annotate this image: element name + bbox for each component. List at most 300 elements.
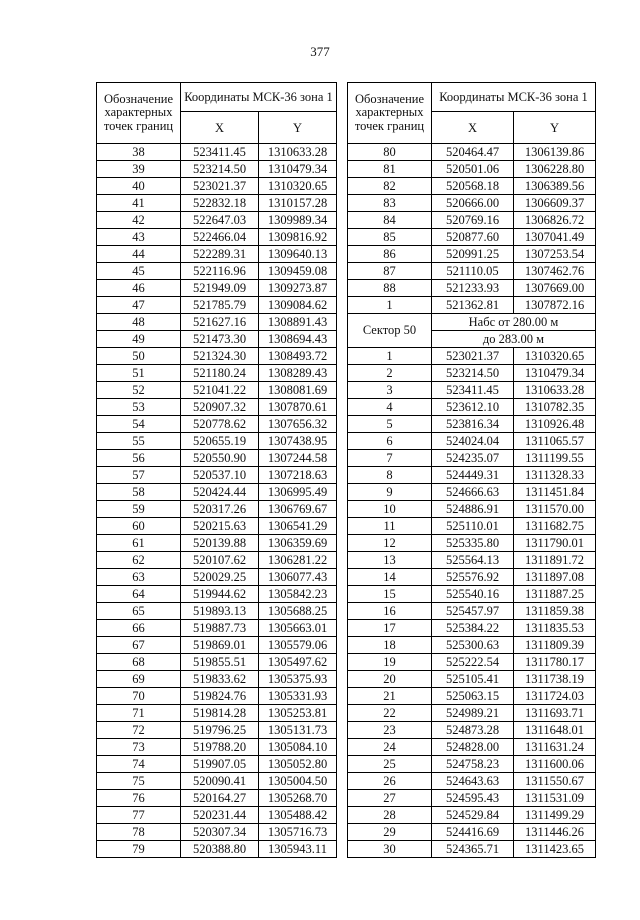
point-number-cell: 76 (97, 790, 181, 807)
x-coordinate-cell: 519887.73 (181, 620, 259, 637)
x-coordinate-cell: 524024.04 (432, 433, 514, 450)
x-coordinate-cell: 520231.44 (181, 807, 259, 824)
sector-height-note: до 283.00 м (432, 331, 596, 348)
point-number-cell: 58 (97, 484, 181, 501)
point-number-cell: 53 (97, 399, 181, 416)
table-row (348, 739, 596, 756)
point-number-cell: 23 (348, 722, 432, 739)
sector-block (348, 314, 596, 348)
x-coordinate-cell: 521110.05 (432, 263, 514, 280)
y-coordinate-cell: 1311738.19 (514, 671, 596, 688)
table-row (348, 484, 596, 501)
table-row (348, 773, 596, 790)
point-number-cell: 40 (97, 178, 181, 195)
x-coordinate-cell: 524595.43 (432, 790, 514, 807)
point-number-cell: 51 (97, 365, 181, 382)
x-coordinate-cell: 521233.93 (432, 280, 514, 297)
y-coordinate-cell: 1311199.55 (514, 450, 596, 467)
x-coordinate-cell: 520090.41 (181, 773, 259, 790)
x-coordinate-cell: 524873.28 (432, 722, 514, 739)
table-row (97, 739, 337, 756)
y-coordinate-cell: 1307656.32 (259, 416, 337, 433)
x-coordinate-cell: 523411.45 (181, 144, 259, 161)
point-number-cell: 39 (97, 161, 181, 178)
x-coordinate-cell: 522647.03 (181, 212, 259, 229)
point-number-cell: 15 (348, 586, 432, 603)
table-left-header (97, 83, 337, 144)
x-coordinate-cell: 522832.18 (181, 195, 259, 212)
y-coordinate-cell: 1311897.08 (514, 569, 596, 586)
y-coordinate-cell: 1305497.62 (259, 654, 337, 671)
x-coordinate-cell: 519907.05 (181, 756, 259, 773)
point-number-cell: 7 (348, 450, 432, 467)
y-coordinate-cell: 1311790.01 (514, 535, 596, 552)
table-row (348, 603, 596, 620)
point-number-cell: 63 (97, 569, 181, 586)
point-number-cell: 38 (97, 144, 181, 161)
table-row (97, 773, 337, 790)
x-column-header: X (432, 112, 514, 144)
x-coordinate-cell: 524235.07 (432, 450, 514, 467)
x-coordinate-cell: 524529.84 (432, 807, 514, 824)
y-coordinate-cell: 1306609.37 (514, 195, 596, 212)
y-coordinate-cell: 1307870.61 (259, 399, 337, 416)
table-row (348, 178, 596, 195)
x-coordinate-cell: 523214.50 (181, 161, 259, 178)
table-row (97, 331, 337, 348)
point-number-cell: 44 (97, 246, 181, 263)
point-number-cell: 61 (97, 535, 181, 552)
y-coordinate-cell: 1308694.43 (259, 331, 337, 348)
table-row (97, 263, 337, 280)
table-row (97, 399, 337, 416)
table-row (348, 433, 596, 450)
y-coordinate-cell: 1307253.54 (514, 246, 596, 263)
table-row (97, 722, 337, 739)
point-number-cell: 19 (348, 654, 432, 671)
table-row (348, 450, 596, 467)
point-number-cell: 41 (97, 195, 181, 212)
point-number-cell: 13 (348, 552, 432, 569)
point-number-cell: 45 (97, 263, 181, 280)
coord-system-header: Координаты МСК-36 зона 1 (181, 83, 337, 112)
x-coordinate-cell: 525110.01 (432, 518, 514, 535)
y-coordinate-cell: 1311570.00 (514, 501, 596, 518)
point-number-cell: 9 (348, 484, 432, 501)
x-coordinate-cell: 522289.31 (181, 246, 259, 263)
y-coordinate-cell: 1305375.93 (259, 671, 337, 688)
y-column-header: Y (514, 112, 596, 144)
x-coordinate-cell: 519833.62 (181, 671, 259, 688)
point-number-cell: 60 (97, 518, 181, 535)
point-column-header: Обозначение характерных точек границ (97, 83, 181, 144)
x-coordinate-cell: 524416.69 (432, 824, 514, 841)
table-row (97, 824, 337, 841)
table-row (348, 382, 596, 399)
x-coordinate-cell: 520769.16 (432, 212, 514, 229)
table-row (348, 161, 596, 178)
table-row (348, 195, 596, 212)
y-coordinate-cell: 1305131.73 (259, 722, 337, 739)
point-number-cell: 70 (97, 688, 181, 705)
table-row (97, 297, 337, 314)
table-row (97, 246, 337, 263)
point-column-header: Обозначение характерных точек границ (348, 83, 432, 144)
y-coordinate-cell: 1307218.63 (259, 467, 337, 484)
y-coordinate-cell: 1311499.29 (514, 807, 596, 824)
y-coordinate-cell: 1311648.01 (514, 722, 596, 739)
point-number-cell: 14 (348, 569, 432, 586)
table-row (348, 671, 596, 688)
point-number-cell: 82 (348, 178, 432, 195)
y-coordinate-cell: 1307244.58 (259, 450, 337, 467)
x-coordinate-cell: 520568.18 (432, 178, 514, 195)
y-column-header: Y (259, 112, 337, 144)
table-row (348, 280, 596, 297)
x-coordinate-cell: 524643.63 (432, 773, 514, 790)
y-coordinate-cell: 1311631.24 (514, 739, 596, 756)
table-row (97, 586, 337, 603)
y-coordinate-cell: 1305084.10 (259, 739, 337, 756)
y-coordinate-cell: 1311887.25 (514, 586, 596, 603)
x-coordinate-cell: 522466.04 (181, 229, 259, 246)
point-number-cell: 78 (97, 824, 181, 841)
point-number-cell: 80 (348, 144, 432, 161)
x-coordinate-cell: 519869.01 (181, 637, 259, 654)
x-coordinate-cell: 524758.23 (432, 756, 514, 773)
y-coordinate-cell: 1306281.22 (259, 552, 337, 569)
y-coordinate-cell: 1308493.72 (259, 348, 337, 365)
point-number-cell: 46 (97, 280, 181, 297)
point-number-cell: 75 (97, 773, 181, 790)
y-coordinate-cell: 1306995.49 (259, 484, 337, 501)
point-number-cell: 22 (348, 705, 432, 722)
point-number-cell: 4 (348, 399, 432, 416)
table-row (348, 824, 596, 841)
x-coordinate-cell: 524886.91 (432, 501, 514, 518)
x-coordinate-cell: 524365.71 (432, 841, 514, 858)
y-coordinate-cell: 1306077.43 (259, 569, 337, 586)
table-row (97, 365, 337, 382)
point-number-cell: 87 (348, 263, 432, 280)
table-row (97, 637, 337, 654)
point-number-cell: 10 (348, 501, 432, 518)
y-coordinate-cell: 1307041.49 (514, 229, 596, 246)
x-coordinate-cell: 521473.30 (181, 331, 259, 348)
y-coordinate-cell: 1311780.17 (514, 654, 596, 671)
sector-label: Сектор 50 (348, 314, 432, 348)
point-number-cell: 27 (348, 790, 432, 807)
table-left-body (97, 144, 337, 858)
point-number-cell: 47 (97, 297, 181, 314)
table-row (97, 535, 337, 552)
table-row (348, 722, 596, 739)
y-coordinate-cell: 1305253.81 (259, 705, 337, 722)
x-column-header: X (181, 112, 259, 144)
x-coordinate-cell: 519796.25 (181, 722, 259, 739)
point-number-cell: 79 (97, 841, 181, 858)
point-number-cell: 17 (348, 620, 432, 637)
x-coordinate-cell: 520107.62 (181, 552, 259, 569)
point-number-cell: 8 (348, 467, 432, 484)
y-coordinate-cell: 1309273.87 (259, 280, 337, 297)
y-coordinate-cell: 1309640.13 (259, 246, 337, 263)
table-row (348, 365, 596, 382)
table-row (348, 841, 596, 858)
table-row (348, 807, 596, 824)
table-row (97, 212, 337, 229)
x-coordinate-cell: 520029.25 (181, 569, 259, 586)
point-number-cell: 67 (97, 637, 181, 654)
table-row (348, 212, 596, 229)
point-number-cell: 42 (97, 212, 181, 229)
table-row (97, 501, 337, 518)
table-row (97, 348, 337, 365)
x-coordinate-cell: 520877.60 (432, 229, 514, 246)
point-number-cell: 55 (97, 433, 181, 450)
table-row (348, 535, 596, 552)
x-coordinate-cell: 525576.92 (432, 569, 514, 586)
y-coordinate-cell: 1311693.71 (514, 705, 596, 722)
y-coordinate-cell: 1305943.11 (259, 841, 337, 858)
y-coordinate-cell: 1310633.28 (259, 144, 337, 161)
table-row (348, 263, 596, 280)
table-row (97, 620, 337, 637)
sector-height-note: Набс от 280.00 м (432, 314, 596, 331)
table-row (97, 790, 337, 807)
point-number-cell: 21 (348, 688, 432, 705)
y-coordinate-cell: 1306359.69 (259, 535, 337, 552)
y-coordinate-cell: 1311451.84 (514, 484, 596, 501)
table-row (97, 178, 337, 195)
point-number-cell: 12 (348, 535, 432, 552)
table-row (348, 705, 596, 722)
x-coordinate-cell: 519893.13 (181, 603, 259, 620)
x-coordinate-cell: 519824.76 (181, 688, 259, 705)
point-number-cell: 30 (348, 841, 432, 858)
point-number-cell: 88 (348, 280, 432, 297)
table-row (348, 756, 596, 773)
x-coordinate-cell: 521949.09 (181, 280, 259, 297)
point-number-cell: 49 (97, 331, 181, 348)
x-coordinate-cell: 520655.19 (181, 433, 259, 450)
point-number-cell: 1 (348, 348, 432, 365)
x-coordinate-cell: 523612.10 (432, 399, 514, 416)
point-number-cell: 65 (97, 603, 181, 620)
table-row (97, 382, 337, 399)
y-coordinate-cell: 1311724.03 (514, 688, 596, 705)
point-number-cell: 85 (348, 229, 432, 246)
x-coordinate-cell: 525105.41 (432, 671, 514, 688)
table-row (348, 790, 596, 807)
y-coordinate-cell: 1310479.34 (259, 161, 337, 178)
table-row (348, 467, 596, 484)
x-coordinate-cell: 522116.96 (181, 263, 259, 280)
point-number-cell: 11 (348, 518, 432, 535)
y-coordinate-cell: 1311423.65 (514, 841, 596, 858)
table-row (348, 637, 596, 654)
table-row (97, 552, 337, 569)
x-coordinate-cell: 523214.50 (432, 365, 514, 382)
point-number-cell: 28 (348, 807, 432, 824)
table-right-body-top (348, 144, 596, 314)
y-coordinate-cell: 1310320.65 (259, 178, 337, 195)
y-coordinate-cell: 1308891.43 (259, 314, 337, 331)
table-row (97, 603, 337, 620)
point-number-cell: 83 (348, 195, 432, 212)
x-coordinate-cell: 520537.10 (181, 467, 259, 484)
table-row (97, 229, 337, 246)
x-coordinate-cell: 525540.16 (432, 586, 514, 603)
table-row (97, 756, 337, 773)
point-number-cell: 5 (348, 416, 432, 433)
table-row (348, 620, 596, 637)
y-coordinate-cell: 1307462.76 (514, 263, 596, 280)
table-row (348, 348, 596, 365)
point-number-cell: 68 (97, 654, 181, 671)
y-coordinate-cell: 1306389.56 (514, 178, 596, 195)
x-coordinate-cell: 520139.88 (181, 535, 259, 552)
x-coordinate-cell: 520666.00 (432, 195, 514, 212)
y-coordinate-cell: 1307872.16 (514, 297, 596, 314)
y-coordinate-cell: 1311835.53 (514, 620, 596, 637)
point-number-cell: 62 (97, 552, 181, 569)
table-row (348, 246, 596, 263)
point-number-cell: 57 (97, 467, 181, 484)
table-row (348, 501, 596, 518)
x-coordinate-cell: 524828.00 (432, 739, 514, 756)
point-number-cell: 1 (348, 297, 432, 314)
point-number-cell: 24 (348, 739, 432, 756)
x-coordinate-cell: 523021.37 (181, 178, 259, 195)
table-row (97, 671, 337, 688)
x-coordinate-cell: 520164.27 (181, 790, 259, 807)
point-number-cell: 74 (97, 756, 181, 773)
y-coordinate-cell: 1305331.93 (259, 688, 337, 705)
table-row (97, 314, 337, 331)
point-number-cell: 25 (348, 756, 432, 773)
x-coordinate-cell: 525222.54 (432, 654, 514, 671)
y-coordinate-cell: 1311809.39 (514, 637, 596, 654)
y-coordinate-cell: 1306826.72 (514, 212, 596, 229)
x-coordinate-cell: 525063.15 (432, 688, 514, 705)
table-row (348, 518, 596, 535)
x-coordinate-cell: 521180.24 (181, 365, 259, 382)
table-row (97, 195, 337, 212)
point-number-cell: 48 (97, 314, 181, 331)
y-coordinate-cell: 1305004.50 (259, 773, 337, 790)
point-number-cell: 18 (348, 637, 432, 654)
y-coordinate-cell: 1305268.70 (259, 790, 337, 807)
y-coordinate-cell: 1310320.65 (514, 348, 596, 365)
point-number-cell: 29 (348, 824, 432, 841)
table-row (97, 467, 337, 484)
table-row (97, 144, 337, 161)
x-coordinate-cell: 525300.63 (432, 637, 514, 654)
x-coordinate-cell: 520317.26 (181, 501, 259, 518)
y-coordinate-cell: 1309459.08 (259, 263, 337, 280)
x-coordinate-cell: 519855.51 (181, 654, 259, 671)
table-row (97, 518, 337, 535)
table-row (97, 807, 337, 824)
table-row (97, 416, 337, 433)
x-coordinate-cell: 523816.34 (432, 416, 514, 433)
x-coordinate-cell: 519788.20 (181, 739, 259, 756)
point-number-cell: 52 (97, 382, 181, 399)
point-number-cell: 26 (348, 773, 432, 790)
point-number-cell: 77 (97, 807, 181, 824)
y-coordinate-cell: 1310782.35 (514, 399, 596, 416)
x-coordinate-cell: 525564.13 (432, 552, 514, 569)
x-coordinate-cell: 520424.44 (181, 484, 259, 501)
table-right-body-bottom (348, 348, 596, 858)
y-coordinate-cell: 1310926.48 (514, 416, 596, 433)
y-coordinate-cell: 1311600.06 (514, 756, 596, 773)
y-coordinate-cell: 1311446.26 (514, 824, 596, 841)
table-row (97, 161, 337, 178)
table-row (348, 569, 596, 586)
point-number-cell: 16 (348, 603, 432, 620)
coord-system-header: Координаты МСК-36 зона 1 (432, 83, 596, 112)
x-coordinate-cell: 523021.37 (432, 348, 514, 365)
table-row (97, 841, 337, 858)
x-coordinate-cell: 520907.32 (181, 399, 259, 416)
y-coordinate-cell: 1306139.86 (514, 144, 596, 161)
table-row (348, 688, 596, 705)
table-row (97, 280, 337, 297)
x-coordinate-cell: 520778.62 (181, 416, 259, 433)
point-number-cell: 73 (97, 739, 181, 756)
x-coordinate-cell: 520501.06 (432, 161, 514, 178)
point-number-cell: 66 (97, 620, 181, 637)
point-number-cell: 84 (348, 212, 432, 229)
y-coordinate-cell: 1306228.80 (514, 161, 596, 178)
y-coordinate-cell: 1306541.29 (259, 518, 337, 535)
table-row (348, 586, 596, 603)
table-row (348, 416, 596, 433)
y-coordinate-cell: 1307669.00 (514, 280, 596, 297)
x-coordinate-cell: 525457.97 (432, 603, 514, 620)
y-coordinate-cell: 1309989.34 (259, 212, 337, 229)
y-coordinate-cell: 1311891.72 (514, 552, 596, 569)
x-coordinate-cell: 521041.22 (181, 382, 259, 399)
point-number-cell: 50 (97, 348, 181, 365)
table-row (97, 654, 337, 671)
point-number-cell: 72 (97, 722, 181, 739)
y-coordinate-cell: 1311531.09 (514, 790, 596, 807)
y-coordinate-cell: 1305688.25 (259, 603, 337, 620)
table-row (348, 654, 596, 671)
x-coordinate-cell: 523411.45 (432, 382, 514, 399)
y-coordinate-cell: 1311859.38 (514, 603, 596, 620)
page-number: 377 (310, 44, 330, 59)
x-coordinate-cell: 519814.28 (181, 705, 259, 722)
table-right-header (348, 83, 596, 144)
table-row (97, 705, 337, 722)
x-coordinate-cell: 521324.30 (181, 348, 259, 365)
x-coordinate-cell: 520215.63 (181, 518, 259, 535)
y-coordinate-cell: 1311065.57 (514, 433, 596, 450)
coordinates-table-left (96, 82, 337, 858)
point-number-cell: 3 (348, 382, 432, 399)
x-coordinate-cell: 521362.81 (432, 297, 514, 314)
x-coordinate-cell: 521627.16 (181, 314, 259, 331)
point-number-cell: 54 (97, 416, 181, 433)
y-coordinate-cell: 1305842.23 (259, 586, 337, 603)
x-coordinate-cell: 519944.62 (181, 586, 259, 603)
table-row (348, 552, 596, 569)
table-row (348, 144, 596, 161)
